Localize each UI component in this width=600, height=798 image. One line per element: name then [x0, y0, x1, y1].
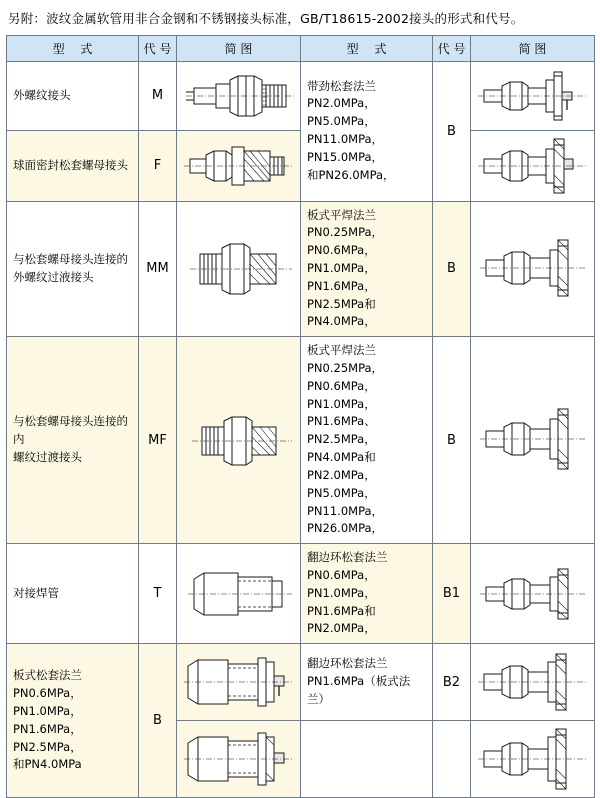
- figure-cell: [177, 130, 301, 201]
- figure-cell: [177, 201, 301, 337]
- figure-cell: [471, 721, 595, 798]
- fitting-male-thread-icon: [180, 62, 298, 130]
- type-cell: [7, 644, 139, 798]
- code-cell: MF: [139, 337, 177, 544]
- col-header-figure-right: 简 图: [471, 35, 595, 61]
- figure-cell: [177, 337, 301, 544]
- code-cell: B: [433, 61, 471, 201]
- col-header-code-left: 代 号: [139, 35, 177, 61]
- type-label: 与松套螺母接头连接的 外螺纹过液接头: [7, 246, 138, 292]
- fittings-table: [6, 35, 595, 798]
- type-cell: [7, 61, 139, 130]
- type-cell: [301, 61, 433, 201]
- col-header-type-left: 型 式: [7, 35, 139, 61]
- code-cell: B1: [433, 544, 471, 644]
- flange-plate-slip-on-icon: [474, 230, 592, 308]
- figure-cell: [177, 61, 301, 130]
- fitting-male-transition-icon: [180, 230, 298, 308]
- type-label: 板式平焊法兰 PN0.25MPa，PN0.6MPa， PN1.0MPa，PN1.6MPa、 PN2.5MPa，PN4.0MPa和 PN2.0MPa，PN5.0MPa， PN11.0MPa，PN26.0MPa，: [301, 337, 432, 543]
- code-cell: MM: [139, 201, 177, 337]
- fitting-butt-weld-pipe-icon: [180, 559, 298, 629]
- type-cell: [301, 337, 433, 544]
- type-cell: [7, 544, 139, 644]
- flange-plate-loose-icon-2: [180, 721, 298, 797]
- type-label: 外螺纹接头: [7, 82, 138, 110]
- code-cell: B2: [433, 644, 471, 721]
- code-cell: B: [139, 644, 177, 798]
- figure-cell: [471, 130, 595, 201]
- page-title: 另附：波纹金属软管用非合金钢和不锈钢接头标准，GB/T18615-2002接头的形式和代号。: [8, 10, 594, 28]
- code-cell: F: [139, 130, 177, 201]
- type-label: 球面密封松套螺母接头: [7, 152, 138, 180]
- flange-ribbed-loose-icon: [474, 62, 592, 130]
- type-label: 翻边环松套法兰 PN0.6MPa，PN1.0MPa， PN1.6MPa和PN2.0MPa，: [301, 544, 432, 643]
- flange-lap-joint-icon: [474, 559, 592, 629]
- figure-cell: [471, 544, 595, 644]
- fitting-spherical-union-nut-icon: [180, 131, 298, 201]
- col-header-type-right: 型 式: [301, 35, 433, 61]
- type-cell: [7, 130, 139, 201]
- type-label: 与松套螺母接头连接的内 螺纹过渡接头: [7, 408, 138, 471]
- table-row: [7, 544, 595, 644]
- flange-plate-loose-icon: [180, 644, 298, 720]
- flange-lap-joint-2-icon-b: [474, 721, 592, 797]
- code-cell: B: [433, 201, 471, 337]
- figure-cell: [177, 721, 301, 798]
- type-label: 板式松套法兰 PN0.6MPa，PN1.0MPa， PN1.6MPa，PN2.5MPa， 和PN4.0MPa: [7, 662, 138, 779]
- figure-cell: [177, 544, 301, 644]
- figure-cell: [471, 61, 595, 130]
- type-label: 翻边环松套法兰 PN1.6MPa（板式法兰）: [301, 650, 432, 713]
- table-header: [7, 35, 595, 61]
- flange-plate-slip-on-2-icon: [474, 401, 592, 479]
- table-row: [7, 61, 595, 130]
- figure-cell: [471, 201, 595, 337]
- type-label: 对接焊管: [7, 580, 138, 608]
- type-cell: [7, 201, 139, 337]
- figure-cell: [177, 644, 301, 721]
- type-cell: [301, 201, 433, 337]
- type-cell: [7, 337, 139, 544]
- code-cell: M: [139, 61, 177, 130]
- table-row: [7, 337, 595, 544]
- type-cell: [301, 544, 433, 644]
- table-row: [7, 201, 595, 337]
- type-label: 带劲松套法兰 PN2.0MPa，PN5.0MPa， PN11.0MPa，PN15.0MPa， 和PN26.0MPa，: [301, 73, 432, 190]
- code-cell-empty: [433, 721, 471, 798]
- table-row: [7, 644, 595, 721]
- figure-cell: [471, 644, 595, 721]
- code-cell: B: [433, 337, 471, 544]
- flange-lap-joint-2-icon: [474, 644, 592, 720]
- flange-ribbed-loose-icon-2: [474, 131, 592, 201]
- type-cell: [301, 644, 433, 721]
- type-label: 板式平焊法兰 PN0.25MPa，PN0.6MPa， PN1.0MPa，PN1.6MPa， PN2.5MPa和PN4.0MPa，: [301, 202, 432, 337]
- figure-cell: [471, 337, 595, 544]
- col-header-figure-left: 简 图: [177, 35, 301, 61]
- fitting-female-transition-icon: [180, 401, 298, 479]
- code-cell: T: [139, 544, 177, 644]
- type-cell-empty: [301, 721, 433, 798]
- col-header-code-right: 代 号: [433, 35, 471, 61]
